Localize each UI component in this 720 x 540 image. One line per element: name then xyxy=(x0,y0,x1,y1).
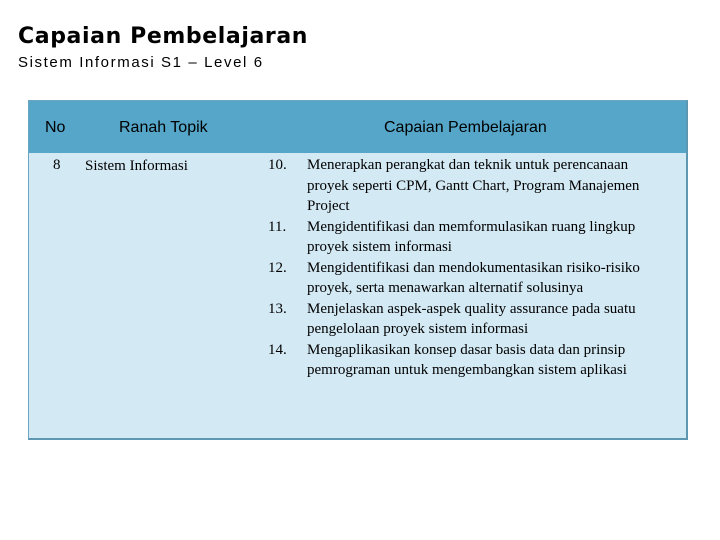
header-no: No xyxy=(45,119,66,136)
page-title: Capaian Pembelajaran xyxy=(18,24,309,49)
table-header xyxy=(29,101,686,153)
outcome-text xyxy=(307,299,689,340)
table-row xyxy=(29,153,686,438)
outcome-text xyxy=(307,217,689,258)
outcome-line: Mengidentifikasi dan memformulasikan ruang lingkup xyxy=(307,218,636,235)
outcome-line: proyek seperti CPM, Gantt Chart, Program Manajemen xyxy=(307,177,640,194)
header-outcomes: Capaian Pembelajaran xyxy=(384,119,547,136)
outcome-number: 12. xyxy=(268,259,287,276)
outcome-text xyxy=(307,340,689,381)
outcome-text xyxy=(307,155,689,217)
outcome-number: 10. xyxy=(268,157,287,173)
outcome-text xyxy=(307,258,689,299)
page-subtitle: Sistem Informasi S1 – Level 6 xyxy=(18,54,264,71)
outcome-line: Menjelaskan aspek-aspek quality assurance pada suatu xyxy=(307,300,636,317)
outcome-number: 11. xyxy=(268,218,287,235)
outcome-line: Menerapkan perangkat dan teknik untuk perencanaan xyxy=(307,157,629,173)
outcome-line: Project xyxy=(307,198,350,214)
outcome-line: pengelolaan proyek sistem informasi xyxy=(307,321,529,337)
outcome-line: proyek, serta menawarkan alternatif solusinya xyxy=(307,280,584,296)
outcome-number: 14. xyxy=(268,341,287,358)
row-number: 8 xyxy=(53,157,61,173)
learning-outcomes-table xyxy=(28,100,688,440)
row-topic: Sistem Informasi xyxy=(85,158,188,174)
outcome-line: proyek sistem informasi xyxy=(307,239,452,255)
outcome-line: Mengaplikasikan konsep dasar basis data dan prinsip xyxy=(307,341,626,358)
outcome-number: 13. xyxy=(268,300,287,317)
header-topic: Ranah Topik xyxy=(119,119,208,136)
outcome-line: pemrograman untuk mengembangkan sistem aplikasi xyxy=(307,362,627,378)
outcome-line: Mengidentifikasi dan mendokumentasikan risiko-risiko xyxy=(307,259,640,276)
